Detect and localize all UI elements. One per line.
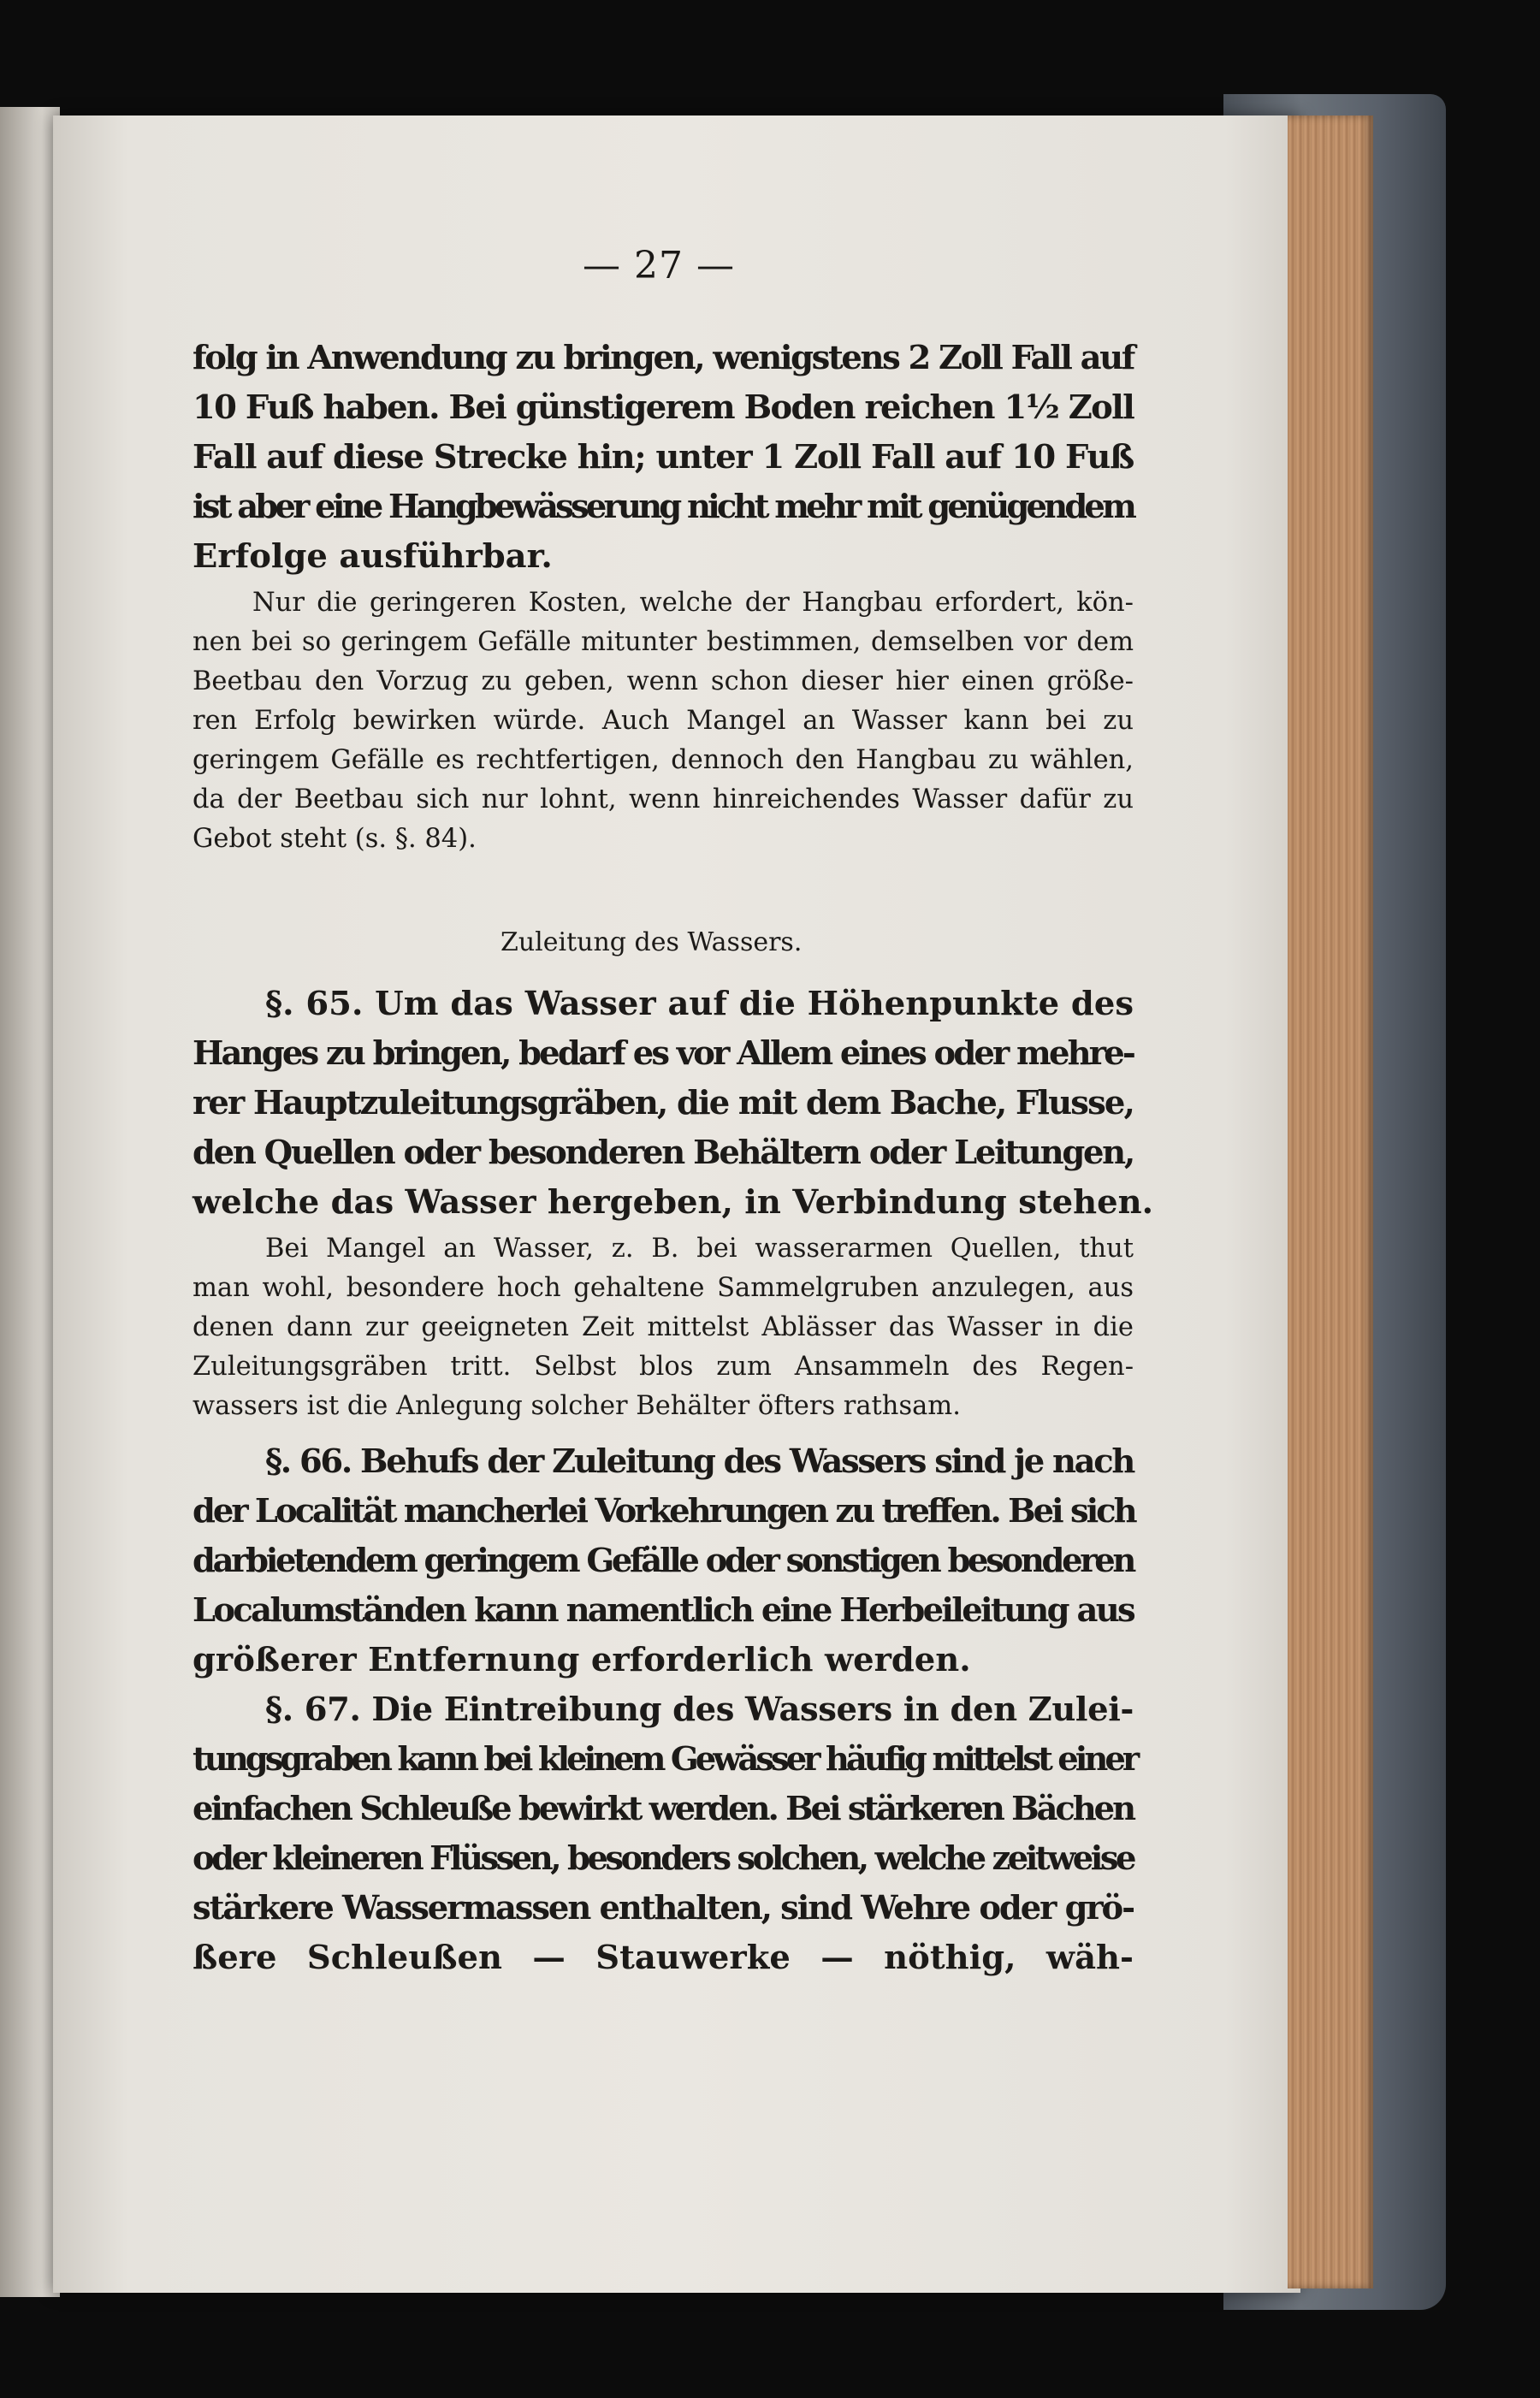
text-line: folg in Anwendung zu bringen, wenigstens 2 Zoll Fall auf <box>192 339 1134 377</box>
text-line: ist aber eine Hangbewässerung nicht mehr mit genügendem <box>192 488 1134 526</box>
section-heading: Zuleitung des Wassers. <box>500 927 803 957</box>
text-line: Fall auf diese Strecke hin; unter 1 Zoll Fall auf 10 Fuß <box>192 438 1134 477</box>
note-line: Bei Mangel an Wasser, z. B. bei wasserarmen Quellen, thut <box>265 1234 1134 1264</box>
text-line: größerer Entfernung erforderlich werden. <box>192 1641 971 1679</box>
text-line: der Localität mancherlei Vorkehrungen zu treffen. Bei sich <box>192 1492 1135 1531</box>
facing-page-edge <box>0 107 60 2297</box>
note-line: Zuleitungsgräben tritt. Selbst blos zum Ansammeln des Regen- <box>192 1352 1134 1382</box>
note-line: Nur die geringeren Kosten, welche der Hangbau erfordert, kön- <box>252 588 1134 618</box>
text-line: Localumständen kann namentlich eine Herbeileitung aus <box>192 1591 1134 1630</box>
text-line: oder kleineren Flüssen, besonders solchen, welche zeitweise <box>192 1839 1134 1878</box>
text-line: stärkere Wassermassen enthalten, sind Wehre oder grö- <box>192 1889 1134 1927</box>
text-line: den Quellen oder besonderen Behältern oder Leitungen, <box>192 1134 1134 1172</box>
page-number: — 27 — <box>583 244 735 287</box>
text-line: 10 Fuß haben. Bei günstigerem Boden reichen 1½ Zoll <box>192 388 1134 427</box>
note-line: wassers ist die Anlegung solcher Behälter öfters rathsam. <box>192 1391 961 1421</box>
text-line: welche das Wasser hergeben, in Verbindung stehen. <box>192 1183 1154 1222</box>
text-line: §. 66. Behufs der Zuleitung des Wassers sind je nach <box>265 1442 1134 1481</box>
text-line: einfachen Schleuße bewirkt werden. Bei stärkeren Bächen <box>192 1790 1134 1828</box>
text-line: Erfolge ausführbar. <box>192 537 553 576</box>
text-line: rer Hauptzuleitungsgräben, die mit dem Bache, Flusse, <box>192 1084 1134 1122</box>
note-line: Beetbau den Vorzug zu geben, wenn schon dieser hier einen größe- <box>192 666 1134 696</box>
note-line: denen dann zur geeigneten Zeit mittelst Ablässer das Wasser in die <box>192 1312 1134 1342</box>
note-line: man wohl, besondere hoch gehaltene Sammelgruben anzulegen, aus <box>192 1273 1134 1303</box>
note-line: Gebot steht (s. §. 84). <box>192 824 477 854</box>
text-line: ßere Schleußen — Stauwerke — nöthig, wäh- <box>192 1939 1134 1977</box>
note-line: nen bei so geringem Gefälle mitunter bestimmen, demselben vor dem <box>192 627 1134 657</box>
text-line: Hanges zu bringen, bedarf es vor Allem eines oder mehre- <box>192 1034 1134 1073</box>
note-line: ren Erfolg bewirken würde. Auch Mangel an Wasser kann bei zu <box>192 706 1134 736</box>
text-line: §. 65. Um das Wasser auf die Höhenpunkte des <box>265 985 1134 1023</box>
text-line: tungsgraben kann bei kleinem Gewässer häufig mittelst einer <box>192 1740 1137 1779</box>
text-line: §. 67. Die Eintreibung des Wassers in den Zulei- <box>265 1690 1134 1729</box>
note-line: da der Beetbau sich nur lohnt, wenn hinreichendes Wasser dafür zu <box>192 785 1134 814</box>
page-block-edge <box>1288 115 1373 2288</box>
text-line: darbietendem geringem Gefälle oder sonstigen besonderen <box>192 1542 1134 1580</box>
note-line: geringem Gefälle es rechtfertigen, dennoch den Hangbau zu wählen, <box>192 745 1134 775</box>
